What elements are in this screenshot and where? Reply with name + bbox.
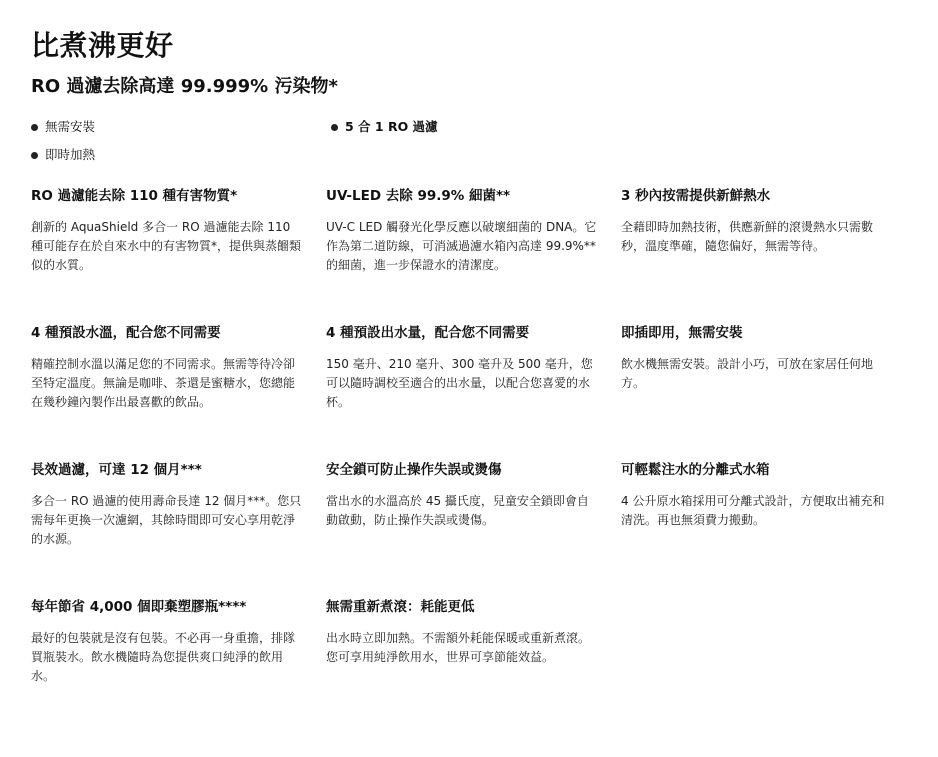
bullet-text: 即時加熱 [45, 147, 96, 162]
feature-safety-lock [326, 460, 621, 597]
feature-ro-filtration [31, 186, 326, 323]
feature-description: 150 毫升、210 毫升、300 毫升及 500 毫升，您可以隨時調校至適合的出水量，以配合您喜愛的水杯。 [326, 357, 593, 409]
bullet-dot-icon [31, 124, 38, 131]
feature-title: 即插即用，無需安裝 [621, 325, 743, 341]
feature-instant-hot-water [621, 186, 916, 323]
feature-description: 當出水的水溫高於 45 攝氏度，兒童安全鎖即會自動啟動，防止操作失誤或燙傷。 [326, 494, 589, 527]
feature-title: 無需重新煮滾：耗能更低 [326, 599, 475, 615]
feature-description: 4 公升原水箱採用可分離式設計，方便取出補充和清洗。再也無須費力搬動。 [621, 494, 885, 527]
feature-description: UV-C LED 觸發光化學反應以破壞細菌的 DNA。它作為第二道防線，可消滅過濾水箱內高達 99.9%** 的細菌，進一步保證水的清潔度。 [326, 220, 597, 272]
feature-plug-and-play [621, 323, 916, 460]
feature-description: 全藉即時加熱技術，供應新鮮的滾燙熱水只需數秒，溫度準確，隨您偏好，無需等待。 [621, 220, 874, 253]
bullet-item-ro-filter [331, 118, 631, 136]
feature-description: 飲水機無需安裝。設計小巧，可放在家居任何地方。 [621, 357, 874, 390]
bullet-dot-icon [31, 152, 38, 159]
feature-title: 3 秒內按需提供新鮮熱水 [621, 188, 771, 204]
feature-description: 精確控制水溫以滿足您的不同需求。無需等待冷卻至特定溫度。無論是咖啡、茶還是蜜糖水，您總能在幾秒鐘內製作出最喜歡的飲品。 [31, 357, 296, 409]
feature-long-lasting-filter [31, 460, 326, 597]
page-title: 比煮沸更好 [31, 29, 174, 62]
feature-title: 4 種預設出水量，配合您不同需要 [326, 325, 530, 341]
feature-save-plastic-bottles [31, 597, 326, 734]
bullet-text: 無需安裝 [45, 119, 96, 134]
feature-energy-saving [326, 597, 621, 734]
page-subtitle: RO 過濾去除高達 99.999% 污染物* [31, 76, 338, 97]
feature-title: 可輕鬆注水的分離式水箱 [621, 462, 770, 478]
feature-description: 最好的包裝就是沒有包裝。不必再一身重擔，排隊買瓶裝水。飲水機隨時為您提供爽口純淨的飲用水。 [31, 631, 296, 683]
feature-preset-temperatures [31, 323, 326, 460]
feature-preset-volumes [326, 323, 621, 460]
feature-detachable-tank [621, 460, 916, 597]
feature-description: 多合一 RO 過濾的使用壽命長達 12 個月***。您只需每年更換一次濾網，其餘時間即可安心享用乾淨的水源。 [31, 494, 302, 546]
feature-description: 創新的 AquaShield 多合一 RO 過濾能去除 110 種可能存在於自來水中的有害物質*，提供與蒸餾類似的水質。 [31, 220, 302, 272]
feature-grid [31, 186, 916, 734]
bullet-text: 5 合 1 RO 過濾 [345, 119, 438, 134]
feature-title: RO 過濾能去除 110 種有害物質* [31, 188, 238, 204]
bullet-dot-icon [331, 124, 338, 131]
bullet-item-no-installation [31, 118, 331, 136]
feature-description: 出水時立即加熱。不需額外耗能保暖或重新煮滾。您可享用純淨飲用水，世界可享節能效益。 [326, 631, 591, 664]
feature-title: 4 種預設水溫，配合您不同需要 [31, 325, 221, 341]
feature-title: 長效過濾，可達 12 個月*** [31, 462, 202, 478]
feature-title: 安全鎖可防止操作失誤或燙傷 [326, 462, 502, 478]
highlight-bullet-list [31, 118, 631, 164]
bullet-item-instant-heating [31, 146, 331, 164]
feature-title: UV-LED 去除 99.9% 細菌** [326, 188, 511, 204]
feature-title: 每年節省 4,000 個即棄塑膠瓶**** [31, 599, 247, 615]
feature-uv-led [326, 186, 621, 323]
